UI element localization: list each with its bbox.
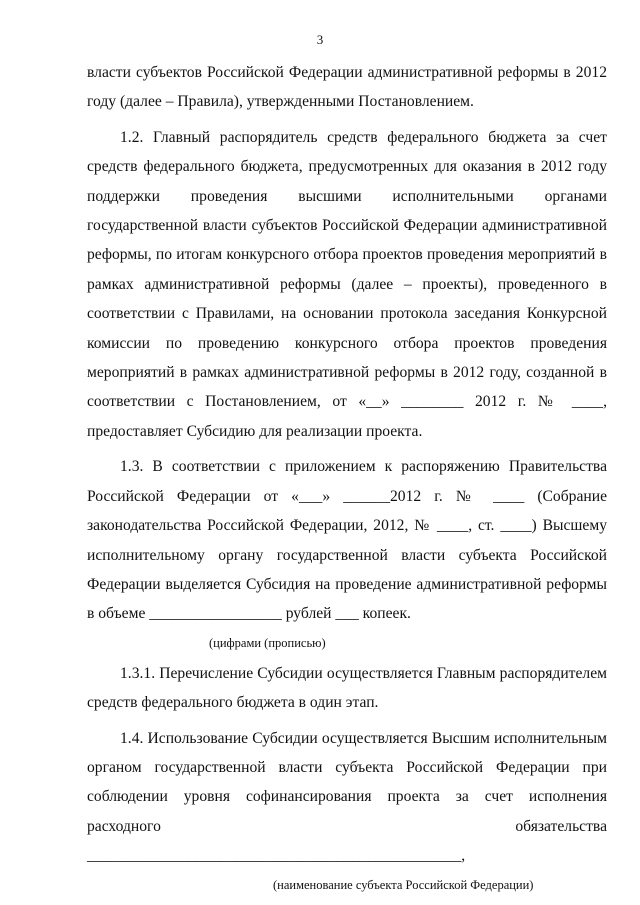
amount-caption: (цифрами (прописью) bbox=[209, 635, 326, 650]
paragraph-continuation: власти субъектов Российской Федерации административной реформы в 2012 году (далее – Правила), утвержденными Постановлением. bbox=[87, 64, 607, 111]
paragraph-1-3-1: 1.3.1. Перечисление Субсидии осуществляется Главным распорядителем средств федерального бюджета в один этап. bbox=[87, 664, 607, 712]
subject-caption: (наименование субъекта Российской Федерации) bbox=[273, 877, 534, 892]
document-body bbox=[87, 58, 607, 901]
page-number: 3 bbox=[316, 32, 324, 47]
paragraph-1-4: 1.4. Использование Субсидии осуществляется Высшим исполнительным органом государственной власти субъекта Российской Федерации при соблюдении уровня софинансирования проекта за счет исполнения расходного обязательства ________________________________________________, bbox=[87, 729, 607, 865]
paragraph-1-3: 1.3. В соответствии с приложением к распоряжению Правительства Российской Федерации от «___» ______2012 г. № ____ (Собрание законодательства Российской Федерации, 2012, № ____, ст. ____) Высшему исполнительному органу государственной власти субъекта Российской Федерации выделяется Субсидия на проведение административной реформы в объеме _________________ рублей ___ копеек. bbox=[87, 458, 607, 623]
paragraph-1-2: 1.2. Главный распорядитель средств федерального бюджета за счет средств федерального бюджета, предусмотренных для оказания в 2012 году поддержки проведения высшими исполнительными органами государственной власти субъектов Российской Федерации административной реформы, по итогам конкурсного отбора проектов проведения мероприятий в рамках административной реформы (далее – проекты), проведенного в соответствии с Правилами, на основании протокола заседания Конкурсной комиссии по проведению конкурсного отбора проектов проведения мероприятий в рамках административной реформы в 2012 году, созданной в соответствии с Постановлением, от «__» ________ 2012 г. № ____, предоставляет Субсидию для реализации проекта. bbox=[87, 128, 607, 440]
